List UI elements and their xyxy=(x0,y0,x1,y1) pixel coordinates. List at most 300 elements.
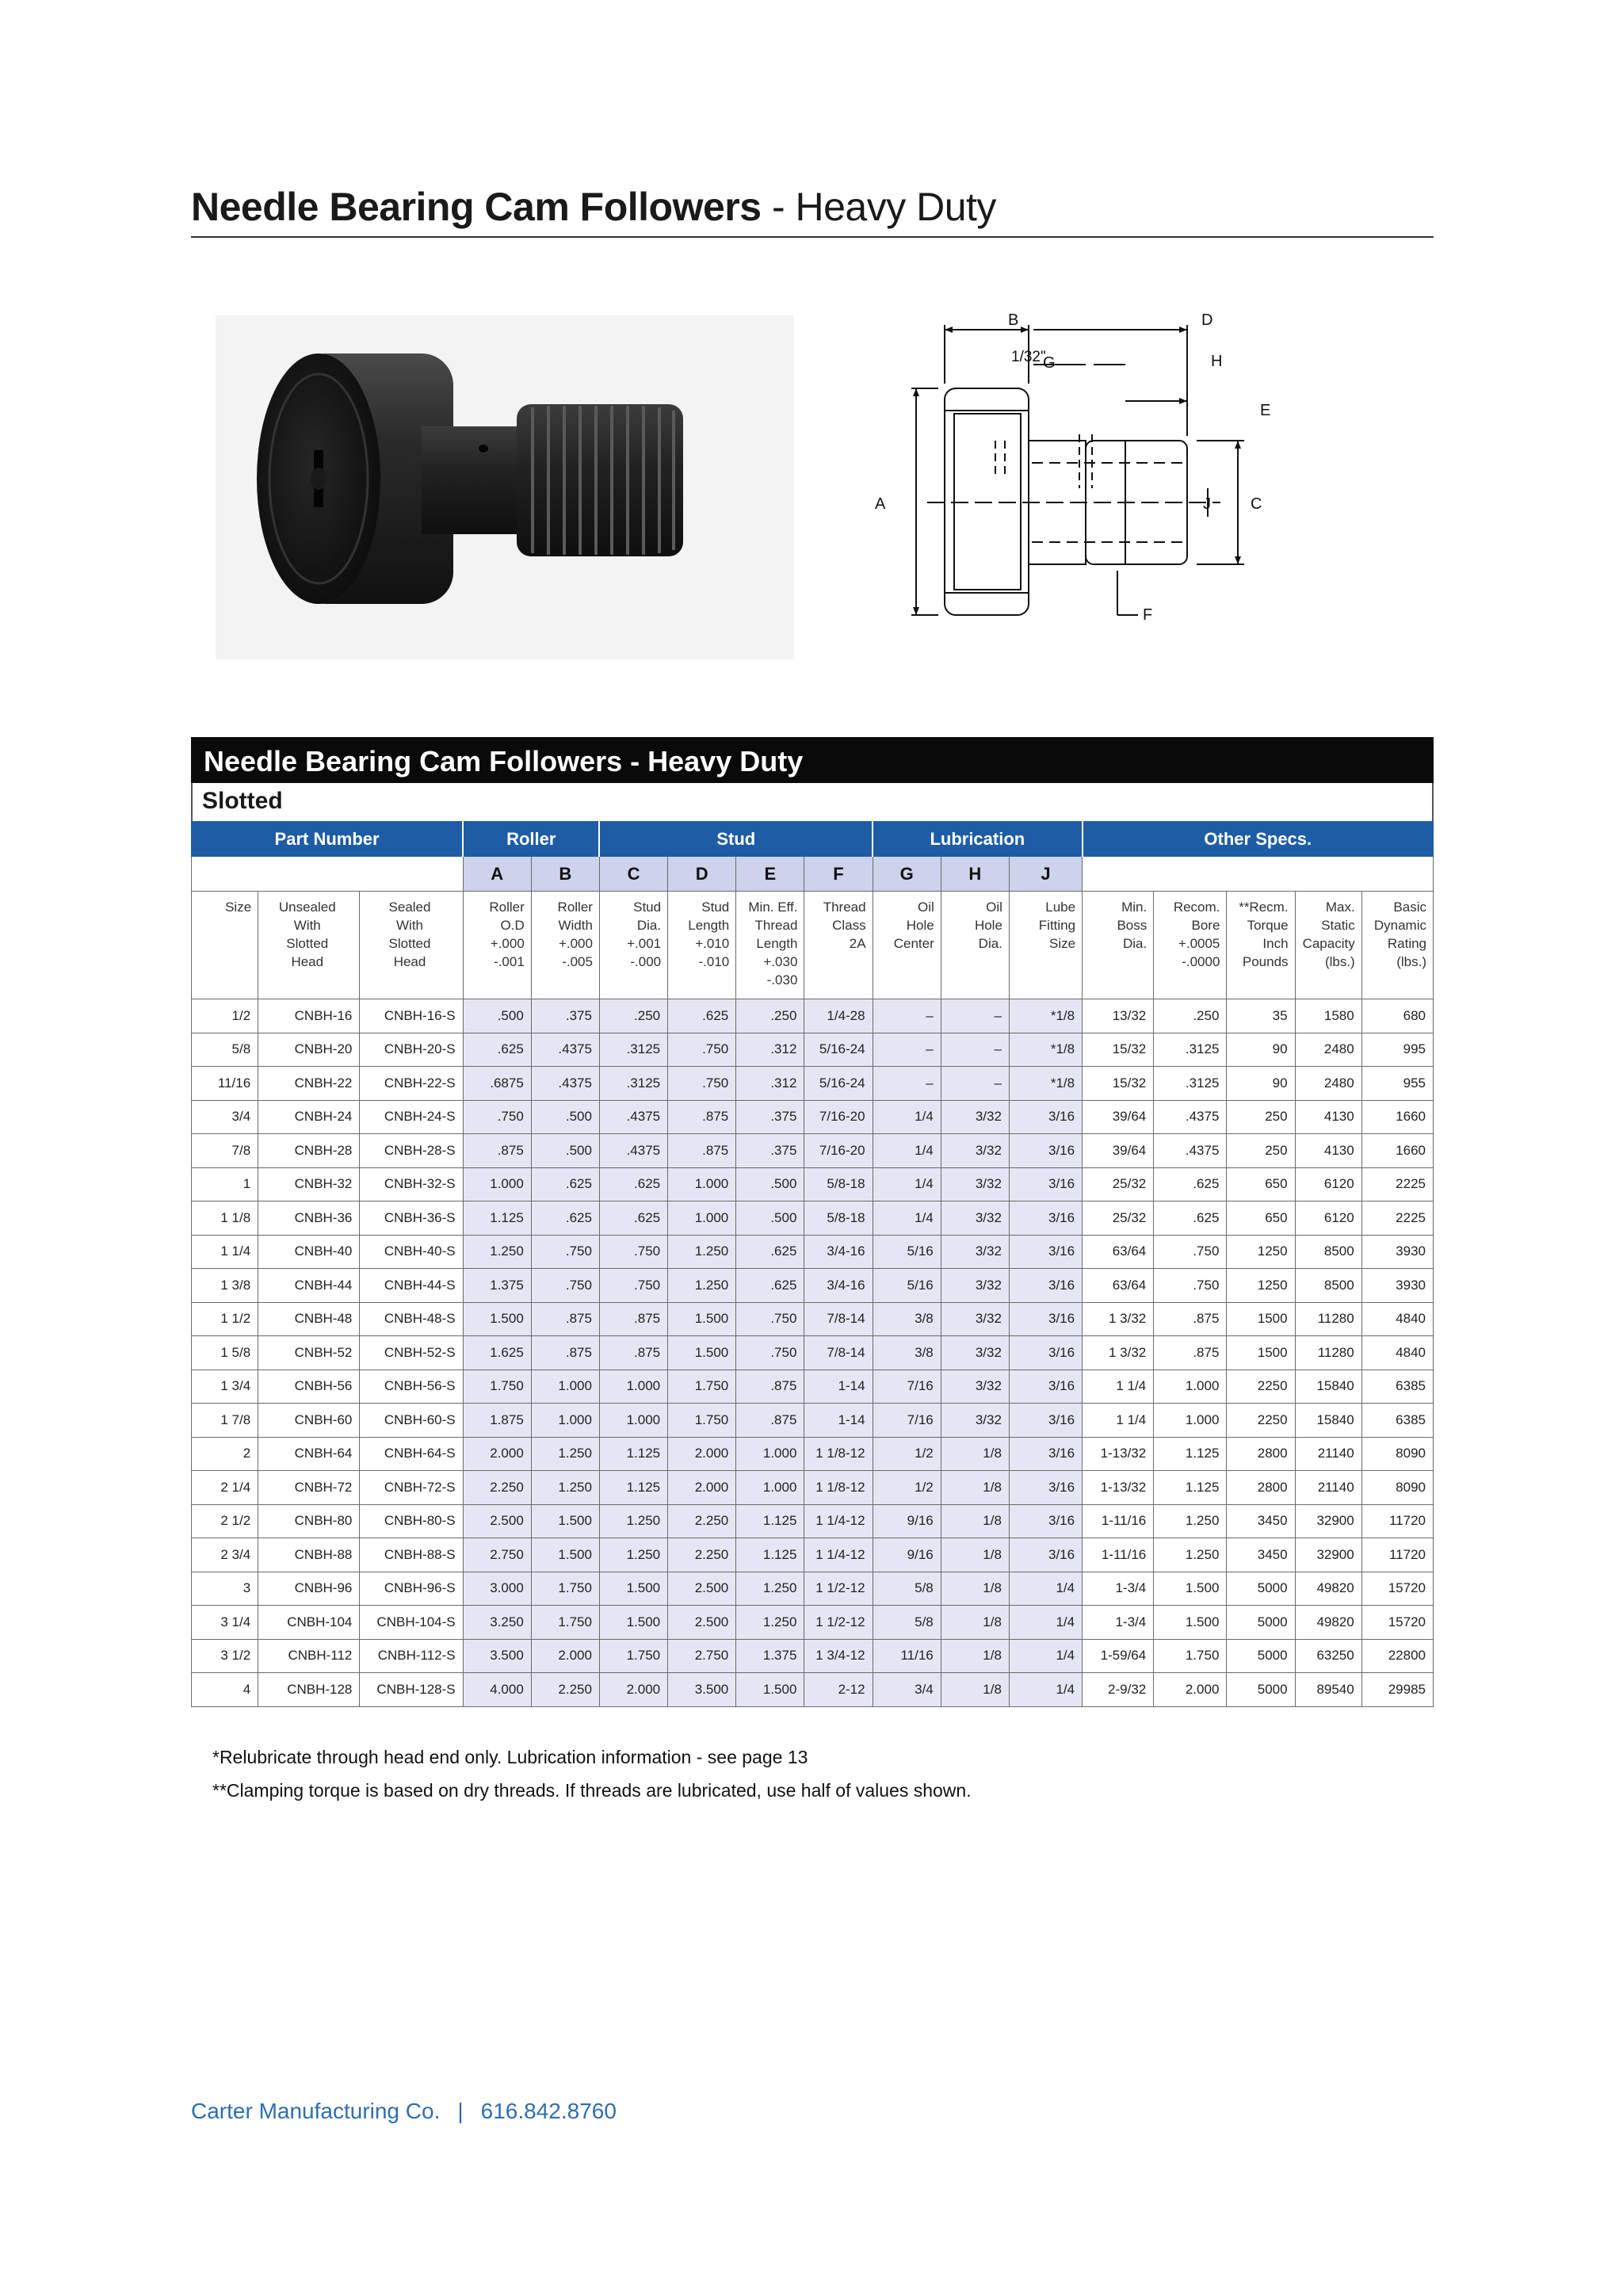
column-header-line: +.0005 xyxy=(1178,936,1220,951)
column-header-line: Dia. xyxy=(636,918,662,933)
table-cell: .875 xyxy=(736,1370,804,1404)
footnotes xyxy=(212,1740,972,1807)
table-cell: 5000 xyxy=(1227,1673,1295,1707)
table-cell: 25/32 xyxy=(1083,1167,1154,1201)
table-cell: 1.125 xyxy=(599,1471,667,1505)
table-cell: .375 xyxy=(736,1134,804,1168)
table-cell: .4375 xyxy=(1154,1100,1227,1134)
table-cell: 2 3/4 xyxy=(192,1538,258,1572)
table-row xyxy=(192,1067,1434,1101)
table-cell: 5000 xyxy=(1227,1639,1295,1673)
table-cell: 1250 xyxy=(1227,1269,1295,1303)
table-cell: 3 1/2 xyxy=(192,1639,258,1673)
column-header-line: Oil xyxy=(917,900,934,915)
column-header-line: Hole xyxy=(906,918,934,933)
table-cell: 1.375 xyxy=(463,1269,531,1303)
table-cell: 1.500 xyxy=(463,1302,531,1336)
table-cell: CNBH-28 xyxy=(258,1134,360,1168)
table-row xyxy=(192,1134,1434,1168)
table-cell: 5/8 xyxy=(873,1606,941,1640)
table-cell: 680 xyxy=(1361,999,1433,1033)
table-cell: 2480 xyxy=(1295,1067,1361,1101)
table-cell: 2225 xyxy=(1361,1201,1433,1236)
table-cell: 2.000 xyxy=(1154,1673,1227,1707)
table-cell: 1.000 xyxy=(1154,1370,1227,1404)
dim-label-j: J xyxy=(1203,495,1211,513)
column-header-line: +.010 xyxy=(695,936,730,951)
column-header-line: -.0000 xyxy=(1182,954,1220,969)
table-cell: .375 xyxy=(736,1100,804,1134)
table-cell: 1.750 xyxy=(531,1606,599,1640)
table-cell: .875 xyxy=(1154,1302,1227,1336)
table-cell: 3/16 xyxy=(1009,1302,1082,1336)
table-cell: .875 xyxy=(463,1134,531,1168)
group-roller: Roller xyxy=(463,822,599,857)
column-header xyxy=(1009,892,1082,999)
column-header xyxy=(531,892,599,999)
table-row xyxy=(192,1235,1434,1269)
table-cell: 6120 xyxy=(1295,1201,1361,1236)
table-cell: 1.000 xyxy=(599,1370,667,1404)
table-row xyxy=(192,1404,1434,1438)
table-cell: 3 xyxy=(192,1572,258,1606)
table-cell: 5/8 xyxy=(873,1572,941,1606)
column-header xyxy=(1361,892,1433,999)
column-header xyxy=(1227,892,1295,999)
column-header-line: Head xyxy=(291,954,324,969)
table-cell: 2.500 xyxy=(668,1606,736,1640)
column-header-line: Rating xyxy=(1387,936,1426,951)
table-cell: 49820 xyxy=(1295,1572,1361,1606)
table-cell: 3/16 xyxy=(1009,1538,1082,1572)
table-cell: 1.250 xyxy=(668,1269,736,1303)
table-cell: .625 xyxy=(736,1269,804,1303)
table-cell: .875 xyxy=(531,1336,599,1370)
table-cell: 4 xyxy=(192,1673,258,1707)
table-cell: 5/8 xyxy=(192,1033,258,1067)
column-header-line: Size xyxy=(1049,936,1076,951)
table-cell: .875 xyxy=(668,1134,736,1168)
table-cell: 1 3/32 xyxy=(1083,1302,1154,1336)
table-cell: 7/16-20 xyxy=(804,1134,873,1168)
column-header-line: Center xyxy=(893,936,934,951)
column-header-line: Width xyxy=(558,918,593,933)
table-cell: .500 xyxy=(531,1134,599,1168)
table-cell: 3/32 xyxy=(941,1167,1009,1201)
letter-blank-right xyxy=(1083,857,1434,892)
footnote-torque: **Clamping torque is based on dry threads. If threads are lubricated, use half of values shown. xyxy=(212,1780,972,1801)
group-other-specs: Other Specs. xyxy=(1083,822,1434,857)
table-cell: 1 1/8 xyxy=(192,1201,258,1236)
table-cell: 1/8 xyxy=(941,1572,1009,1606)
column-header xyxy=(258,892,360,999)
table-cell: 1/2 xyxy=(873,1471,941,1505)
table-cell: CNBH-20 xyxy=(258,1033,360,1067)
table-cell: 1 1/8-12 xyxy=(804,1437,873,1471)
column-header xyxy=(804,892,873,999)
table-cell: 1.000 xyxy=(463,1167,531,1201)
table-cell: 2.250 xyxy=(668,1504,736,1538)
table-cell: 5/16-24 xyxy=(804,1033,873,1067)
table-cell: 3/16 xyxy=(1009,1471,1082,1505)
letter-blank xyxy=(192,857,464,892)
table-cell: CNBH-60-S xyxy=(360,1404,463,1438)
table-cell: 2.500 xyxy=(668,1572,736,1606)
table-cell: 15720 xyxy=(1361,1572,1433,1606)
table-cell: 8090 xyxy=(1361,1437,1433,1471)
table-cell: 4840 xyxy=(1361,1302,1433,1336)
table-cell: 7/8 xyxy=(192,1134,258,1168)
table-cell: 1/4 xyxy=(1009,1673,1082,1707)
letter-d: D xyxy=(668,857,736,892)
table-cell: CNBH-16-S xyxy=(360,999,463,1033)
table-cell: .750 xyxy=(463,1100,531,1134)
table-cell: 7/16 xyxy=(873,1370,941,1404)
table-cell: CNBH-48-S xyxy=(360,1302,463,1336)
table-cell: CNBH-60 xyxy=(258,1404,360,1438)
table-cell: 250 xyxy=(1227,1100,1295,1134)
column-header-line: With xyxy=(293,918,321,933)
table-cell: 8500 xyxy=(1295,1269,1361,1303)
table-cell: 3.500 xyxy=(668,1673,736,1707)
table-cell: 3/16 xyxy=(1009,1269,1082,1303)
table-cell: 2 1/4 xyxy=(192,1471,258,1505)
table-cell: CNBH-24 xyxy=(258,1100,360,1134)
table-cell: .875 xyxy=(599,1336,667,1370)
table-cell: CNBH-104 xyxy=(258,1606,360,1640)
table-cell: 29985 xyxy=(1361,1673,1433,1707)
table-cell: .3125 xyxy=(1154,1067,1227,1101)
table-cell: CNBH-128-S xyxy=(360,1673,463,1707)
column-header xyxy=(1083,892,1154,999)
table-cell: 1 1/4-12 xyxy=(804,1538,873,1572)
table-cell: 11280 xyxy=(1295,1336,1361,1370)
table-cell: 3/32 xyxy=(941,1370,1009,1404)
table-cell: 2.250 xyxy=(463,1471,531,1505)
table-cell: 955 xyxy=(1361,1067,1433,1101)
table-cell: 1 1/4 xyxy=(192,1235,258,1269)
letter-e: E xyxy=(736,857,804,892)
dim-label-d: D xyxy=(1201,311,1213,329)
column-header-line: Stud xyxy=(633,900,662,915)
table-cell: 63250 xyxy=(1295,1639,1361,1673)
table-cell: 1 3/4 xyxy=(192,1370,258,1404)
table-cell: 1 1/2 xyxy=(192,1302,258,1336)
table-cell: CNBH-20-S xyxy=(360,1033,463,1067)
table-cell: 3/32 xyxy=(941,1302,1009,1336)
table-cell: CNBH-56-S xyxy=(360,1370,463,1404)
table-cell: 1.250 xyxy=(599,1504,667,1538)
table-row xyxy=(192,1370,1434,1404)
column-header-line: Unsealed xyxy=(278,900,336,915)
table-cell: 2-12 xyxy=(804,1673,873,1707)
table-cell: – xyxy=(873,1067,941,1101)
column-header-line: **Recm. xyxy=(1239,900,1289,915)
table-cell: 3/16 xyxy=(1009,1370,1082,1404)
column-header xyxy=(360,892,463,999)
column-header-line: Static xyxy=(1321,918,1355,933)
dim-label-132: 1/32" xyxy=(1011,349,1046,365)
table-cell: 3/32 xyxy=(941,1100,1009,1134)
table-cell: .3125 xyxy=(599,1033,667,1067)
table-cell: 650 xyxy=(1227,1167,1295,1201)
table-cell: 1/4-28 xyxy=(804,999,873,1033)
table-cell: 1.750 xyxy=(531,1572,599,1606)
table-cell: 3/4 xyxy=(873,1673,941,1707)
table-cell: CNBH-36 xyxy=(258,1201,360,1236)
table-cell: 5/8-18 xyxy=(804,1167,873,1201)
table-cell: 1.250 xyxy=(1154,1538,1227,1572)
column-header-line: Lube xyxy=(1045,900,1076,915)
table-cell: 1.500 xyxy=(531,1538,599,1572)
table-cell: CNBH-112-S xyxy=(360,1639,463,1673)
table-cell: 39/64 xyxy=(1083,1134,1154,1168)
table-cell: 32900 xyxy=(1295,1538,1361,1572)
table-cell: 1-13/32 xyxy=(1083,1437,1154,1471)
table-cell: 1-11/16 xyxy=(1083,1538,1154,1572)
table-cell: 3/8 xyxy=(873,1336,941,1370)
table-cell: 3/16 xyxy=(1009,1100,1082,1134)
table-row xyxy=(192,1167,1434,1201)
table-cell: 2.750 xyxy=(668,1639,736,1673)
table-cell: .4375 xyxy=(599,1134,667,1168)
table-cell: 2.000 xyxy=(531,1639,599,1673)
page-footer xyxy=(191,2099,617,2124)
table-cell: 7/8-14 xyxy=(804,1336,873,1370)
table-cell: 1.000 xyxy=(668,1201,736,1236)
group-lubrication: Lubrication xyxy=(873,822,1082,857)
table-cell: CNBH-16 xyxy=(258,999,360,1033)
table-cell: 3/4-16 xyxy=(804,1269,873,1303)
table-cell: 7/16 xyxy=(873,1404,941,1438)
table-cell: 1.000 xyxy=(736,1437,804,1471)
table-cell: .4375 xyxy=(599,1100,667,1134)
table-row xyxy=(192,1572,1434,1606)
table-cell: – xyxy=(941,1067,1009,1101)
table-cell: 3 1/4 xyxy=(192,1606,258,1640)
table-cell: .250 xyxy=(1154,999,1227,1033)
table-cell: 8500 xyxy=(1295,1235,1361,1269)
table-title: Needle Bearing Cam Followers - Heavy Duty xyxy=(191,737,1434,783)
table-cell: 1.500 xyxy=(668,1336,736,1370)
table-cell: .3125 xyxy=(1154,1033,1227,1067)
group-part-number: Part Number xyxy=(192,822,464,857)
table-cell: 1.000 xyxy=(1154,1404,1227,1438)
table-cell: 1/4 xyxy=(1009,1639,1082,1673)
column-header-line: Length xyxy=(756,936,798,951)
table-cell: .625 xyxy=(599,1201,667,1236)
table-cell: 1/8 xyxy=(941,1504,1009,1538)
column-header xyxy=(463,892,531,999)
table-cell: 90 xyxy=(1227,1033,1295,1067)
table-cell: 1/8 xyxy=(941,1437,1009,1471)
table-cell: CNBH-32-S xyxy=(360,1167,463,1201)
table-cell: .750 xyxy=(1154,1235,1227,1269)
table-row xyxy=(192,1606,1434,1640)
table-cell: CNBH-80 xyxy=(258,1504,360,1538)
table-cell: 5000 xyxy=(1227,1606,1295,1640)
column-header-line: -.010 xyxy=(698,954,730,969)
table-cell: .750 xyxy=(736,1336,804,1370)
table-cell: 3/16 xyxy=(1009,1437,1082,1471)
table-cell: 11720 xyxy=(1361,1538,1433,1572)
table-cell: .4375 xyxy=(531,1067,599,1101)
table-row xyxy=(192,1538,1434,1572)
table-cell: 1/4 xyxy=(1009,1606,1082,1640)
table-cell: 1.125 xyxy=(463,1201,531,1236)
table-cell: 5000 xyxy=(1227,1572,1295,1606)
table-cell: 7/16-20 xyxy=(804,1100,873,1134)
table-cell: 1.500 xyxy=(736,1673,804,1707)
table-row xyxy=(192,1504,1434,1538)
table-cell: 1-13/32 xyxy=(1083,1471,1154,1505)
table-cell: 1-59/64 xyxy=(1083,1639,1154,1673)
table-cell: CNBH-88 xyxy=(258,1538,360,1572)
table-cell: .750 xyxy=(736,1302,804,1336)
table-cell: CNBH-96-S xyxy=(360,1572,463,1606)
table-cell: .875 xyxy=(1154,1336,1227,1370)
column-header-line: Fitting xyxy=(1038,918,1076,933)
table-cell: *1/8 xyxy=(1009,1067,1082,1101)
column-header xyxy=(736,892,804,999)
page-title xyxy=(191,184,996,230)
table-cell: 1.000 xyxy=(599,1404,667,1438)
table-cell: 3.000 xyxy=(463,1572,531,1606)
table-row xyxy=(192,1471,1434,1505)
table-cell: 49820 xyxy=(1295,1606,1361,1640)
table-cell: 3/4 xyxy=(192,1100,258,1134)
table-cell: 1 1/4-12 xyxy=(804,1504,873,1538)
table-cell: 11/16 xyxy=(873,1639,941,1673)
table-cell: 1/2 xyxy=(873,1437,941,1471)
table-cell: 6385 xyxy=(1361,1370,1433,1404)
table-cell: .500 xyxy=(736,1167,804,1201)
table-cell: 2250 xyxy=(1227,1370,1295,1404)
table-cell: 1.750 xyxy=(1154,1639,1227,1673)
column-header-line: Length xyxy=(688,918,730,933)
table-cell: .625 xyxy=(531,1201,599,1236)
table-cell: 1.000 xyxy=(668,1167,736,1201)
table-cell: 1.500 xyxy=(668,1302,736,1336)
column-header-line: -.005 xyxy=(562,954,593,969)
column-header-line: Thread xyxy=(754,918,798,933)
table-cell: 1-11/16 xyxy=(1083,1504,1154,1538)
table-cell: CNBH-44-S xyxy=(360,1269,463,1303)
table-cell: 1.000 xyxy=(736,1471,804,1505)
table-cell: CNBH-40 xyxy=(258,1235,360,1269)
table-cell: .750 xyxy=(668,1033,736,1067)
column-header-line: O.D xyxy=(500,918,525,933)
table-cell: 2.750 xyxy=(463,1538,531,1572)
table-cell: 1/4 xyxy=(873,1100,941,1134)
column-header-line: Size xyxy=(225,900,252,915)
table-row xyxy=(192,1639,1434,1673)
dim-label-e: E xyxy=(1260,402,1271,419)
table-cell: 650 xyxy=(1227,1201,1295,1236)
table-cell: 1.750 xyxy=(668,1404,736,1438)
table-cell: 35 xyxy=(1227,999,1295,1033)
table-cell: 4.000 xyxy=(463,1673,531,1707)
table-cell: CNBH-104-S xyxy=(360,1606,463,1640)
table-cell: 1.500 xyxy=(599,1606,667,1640)
table-cell: 3/16 xyxy=(1009,1167,1082,1201)
table-cell: – xyxy=(941,1033,1009,1067)
table-cell: 21140 xyxy=(1295,1437,1361,1471)
table-cell: 1 xyxy=(192,1167,258,1201)
table-cell: 2250 xyxy=(1227,1404,1295,1438)
table-cell: CNBH-36-S xyxy=(360,1201,463,1236)
letter-g: G xyxy=(873,857,941,892)
table-cell: 1-3/4 xyxy=(1083,1606,1154,1640)
table-cell: CNBH-72 xyxy=(258,1471,360,1505)
table-cell: CNBH-52-S xyxy=(360,1336,463,1370)
column-header-line: Dia. xyxy=(1123,936,1148,951)
dim-label-f: F xyxy=(1143,606,1153,624)
table-cell: CNBH-96 xyxy=(258,1572,360,1606)
spec-table xyxy=(191,737,1434,1707)
title-divider xyxy=(191,236,1434,238)
table-cell: .500 xyxy=(736,1201,804,1236)
table-cell: 1.250 xyxy=(1154,1504,1227,1538)
table-cell: 3/32 xyxy=(941,1404,1009,1438)
table-subtitle: Slotted xyxy=(191,783,1434,821)
table-cell: 1.125 xyxy=(736,1538,804,1572)
table-cell: 1.500 xyxy=(1154,1572,1227,1606)
table-row xyxy=(192,1269,1434,1303)
table-cell: 1/8 xyxy=(941,1673,1009,1707)
table-cell: 9/16 xyxy=(873,1538,941,1572)
column-header xyxy=(599,892,667,999)
table-cell: 3/4-16 xyxy=(804,1235,873,1269)
table-cell: 1.750 xyxy=(463,1370,531,1404)
footnote-relubricate: *Relubricate through head end only. Lubrication information - see page 13 xyxy=(212,1747,808,1767)
table-cell: CNBH-52 xyxy=(258,1336,360,1370)
product-photo xyxy=(216,315,794,659)
table-cell: 3/8 xyxy=(873,1302,941,1336)
table-cell: 1660 xyxy=(1361,1100,1433,1134)
column-header-line: Stud xyxy=(701,900,730,915)
table-cell: .625 xyxy=(668,999,736,1033)
letter-c: C xyxy=(599,857,667,892)
table-cell: .750 xyxy=(1154,1269,1227,1303)
table-cell: 2.000 xyxy=(463,1437,531,1471)
letter-row xyxy=(192,857,1434,892)
column-header-row xyxy=(192,892,1434,999)
table-cell: 995 xyxy=(1361,1033,1433,1067)
table-cell: 3/16 xyxy=(1009,1336,1082,1370)
table-cell: 3/16 xyxy=(1009,1404,1082,1438)
letter-j: J xyxy=(1009,857,1082,892)
table-cell: 4130 xyxy=(1295,1100,1361,1134)
table-cell: CNBH-112 xyxy=(258,1639,360,1673)
table-cell: 1.250 xyxy=(531,1471,599,1505)
column-header-line: Recom. xyxy=(1173,900,1220,915)
table-cell: .750 xyxy=(668,1067,736,1101)
table-cell: .750 xyxy=(599,1269,667,1303)
table-cell: 11/16 xyxy=(192,1067,258,1101)
table-cell: 63/64 xyxy=(1083,1269,1154,1303)
table-cell: 1 3/4-12 xyxy=(804,1639,873,1673)
table-cell: 1.250 xyxy=(531,1437,599,1471)
table-cell: 2 1/2 xyxy=(192,1504,258,1538)
table-cell: .875 xyxy=(668,1100,736,1134)
table-cell: 1 3/32 xyxy=(1083,1336,1154,1370)
column-header-line: Inch xyxy=(1262,936,1289,951)
table-cell: .625 xyxy=(736,1235,804,1269)
table-cell: 3/32 xyxy=(941,1269,1009,1303)
table-cell: 1.500 xyxy=(1154,1606,1227,1640)
table-cell: CNBH-48 xyxy=(258,1302,360,1336)
